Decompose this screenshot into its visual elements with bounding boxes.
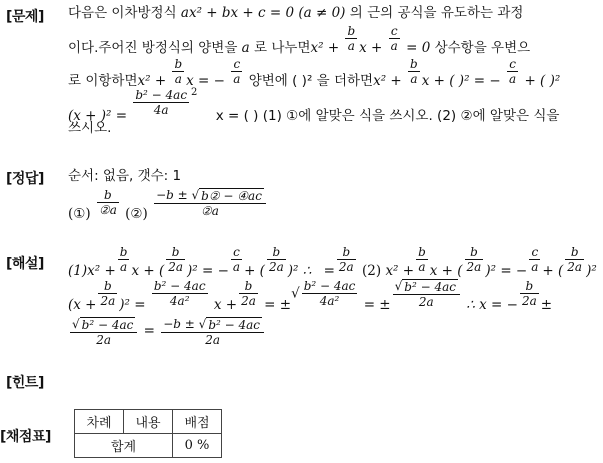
scoring-table [74, 409, 222, 458]
fraction-c-over-a: $\frac{c}{a}$ [390, 24, 398, 53]
answer-line-2: (①) $\frac{b}{\text{②a}}$ (②) $\frac{\text{−b ± √ b② − ④ac}}{\text{②a}}$ [68, 188, 268, 218]
explanation-label: [해설] [6, 256, 44, 272]
problem-body [68, 0, 600, 150]
problem-line-2: 이다.주어진 방정식의 양변을 a 로 나누면x² + $\frac{b}{a}$ x + $\frac{c}{a}$ = 0 상수항을 우변으 [68, 24, 531, 56]
answer-meta: 순서: 없음, 갯수: 1 [68, 168, 182, 184]
header-order: 차례 [75, 410, 124, 434]
table-row [75, 410, 222, 434]
hint-label: [힌트] [6, 375, 44, 391]
table-row [75, 434, 222, 458]
explanation-line-1: (1)x² + $\frac{b}{a}$ x + ( $\frac{b}{2a}$ )² = − $\frac{c}{a}$ + ( $\frac{b}{2a}$ )² ∴ = $\frac{b}{2a}$ (2) x² + $\frac{b}{a}$ x + ( $\frac{b}{2a}$ )² = − $\frac{c}{a}$ + ( $\frac{b}{2a}$ )² [68, 245, 597, 279]
total-label: 합계 [75, 434, 173, 458]
answer-body [68, 168, 600, 228]
scoring-label: [채점표] [0, 429, 51, 445]
fraction-discriminant: $\frac{\text{b² − 4ac}}{4a}$ [135, 88, 188, 117]
problem-line-4: (x + )² = $\frac{\text{b² − 4ac}}{4a}$ $^2$ x = ( ) (1) ①에 알맞은 식을 쓰시오. (2) ②에 알맞은 식을 [68, 86, 560, 124]
answer-fraction-2: $\frac{\text{−b ± √ b② − ④ac}}{\text{②a}}$ [154, 188, 266, 218]
problem-line-5: 쓰시오. [68, 120, 112, 136]
header-content: 내용 [124, 410, 173, 434]
problem-line-3: 로 이항하면x² + $\frac{b}{a}$ x = − $\frac{c}{a}$ 양변에 ( )² 을 더하면x² + $\frac{b}{a}$ x + ( )² = − $\frac{c}{a}$ + ( )² [68, 57, 561, 89]
explanation-line-3: $\frac{\text{√ b² − 4ac}}{2a}$ = $\frac{\text{−b ± √ b² − 4ac}}{2a}$ [68, 317, 266, 347]
total-value: 0 % [173, 434, 222, 458]
explanation-line-2: (x + $\frac{b}{2a}$ )² = $\frac{\text{b² − 4ac}}{\text{4a²}}$ x + $\frac{b}{2a}$ = ±√ $\frac{\text{b² − 4ac}}{\text{4a²}}$ = ± $\frac{\text{√ b² − 4ac}}{2a}$ ∴ x = − $\frac{b}{2a}$ ± [68, 279, 553, 314]
fraction-b-over-a: $\frac{b}{a}$ [347, 24, 356, 53]
problem-line-1: 다음은 이차방정식 ax² + bx + c = 0 (a ≠ 0) 의 근의 공식을 유도하는 과정 [68, 5, 524, 21]
problem-label: [문제] [6, 9, 44, 25]
explanation-body [68, 245, 600, 360]
header-points: 배점 [173, 410, 222, 434]
answer-fraction-1: $\frac{b}{\text{②a}}$ [98, 188, 117, 218]
answer-label: [정답] [6, 171, 44, 187]
